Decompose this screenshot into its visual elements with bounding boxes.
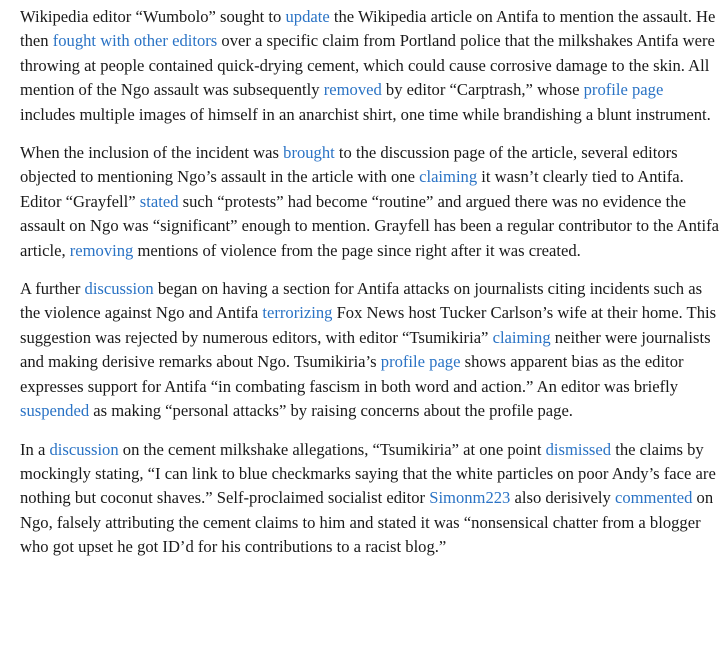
link-suspended[interactable]: suspended [20,401,90,421]
text-segment: began on having a section for Antifa attacks on journalists citing incidents such as the violence against Ngo and Antifa [20,279,703,323]
text-segment: it wasn’t clearly tied to Antifa. Editor “Grayfell” [20,167,684,211]
text-segment: shows apparent bias as the editor expresses support for Antifa “in combating fascism in both word and action.” An editor was briefly [20,352,684,396]
text-segment: such “protests” had become “routine” and argued there was no evidence the assault on Ngo was “significant” enough to mention. Grayfell has been a regular contributor to the Antifa article, [20,191,720,260]
link-claiming[interactable]: claiming [419,167,478,187]
link-commented[interactable]: commented [614,488,693,508]
paragraph [20,438,721,560]
text-segment: In a [20,439,50,459]
text-segment: on the cement milkshake allegations, “Tsumikiria” at one point [118,439,546,459]
link-claiming[interactable]: claiming [492,327,551,347]
link-terrorizing[interactable]: terrorizing [262,303,333,323]
link-simonm223[interactable]: Simonm223 [429,488,511,508]
paragraph [20,277,721,423]
text-segment: A further [20,279,85,299]
link-dismissed[interactable]: dismissed [545,439,612,459]
text-segment: to the discussion page of the article, several editors objected to mentioning Ngo’s assault in the article with one [20,143,678,187]
link-brought[interactable]: brought [283,143,335,163]
link-profile-page[interactable]: profile page [583,80,664,100]
text-segment: neither were journalists and making derisive remarks about Ngo. Tsumikiria’s [20,327,711,372]
link-profile-page[interactable]: profile page [380,352,461,372]
text-segment: also derisively [510,488,615,508]
text-segment: over a specific claim from Portland police that the milkshakes Antifa were throwing at people contained quick-drying cement, which could cause corrosive damage to the skin. All mention of the Ngo assault was subsequently [20,31,715,100]
link-discussion[interactable]: discussion [84,279,154,299]
paragraph [20,5,721,127]
text-segment: includes multiple images of himself in an anarchist shirt, one time while brandishing a blunt instrument. [20,104,711,124]
text-segment: the Wikipedia article on Antifa to mention the assault. He then [20,7,716,51]
text-segment: as making “personal attacks” by raising concerns about the profile page. [89,401,573,421]
link-removing[interactable]: removing [69,240,134,260]
text-segment: by editor “Carptrash,” whose [381,80,584,100]
link-update[interactable]: update [285,7,330,26]
text-segment: When the inclusion of the incident was [20,143,284,163]
text-segment: on Ngo, falsely attributing the cement claims to him and stated it was “nonsensical chatter from a blogger who got upset he got ID’d for his contributions to a racist blog.” [20,488,714,557]
link-fought-with-other-editors[interactable]: fought with other editors [52,31,218,51]
text-segment: mentions of violence from the page since right after it was created. [133,240,581,260]
link-discussion[interactable]: discussion [49,439,119,459]
text-segment: the claims by mockingly stating, “I can link to blue checkmarks saying that the white particles on poor Andy’s face are nothing but coconut shaves.” Self-proclaimed socialist editor [20,439,716,508]
paragraph [20,141,721,263]
link-stated[interactable]: stated [139,191,179,211]
text-segment: Fox News host Tucker Carlson’s wife at their home. This suggestion was rejected by numerous editors, with editor “Tsumikiria” [20,303,717,347]
link-removed[interactable]: removed [323,80,382,100]
text-segment: Wikipedia editor “Wumbolo” sought to [20,7,286,26]
